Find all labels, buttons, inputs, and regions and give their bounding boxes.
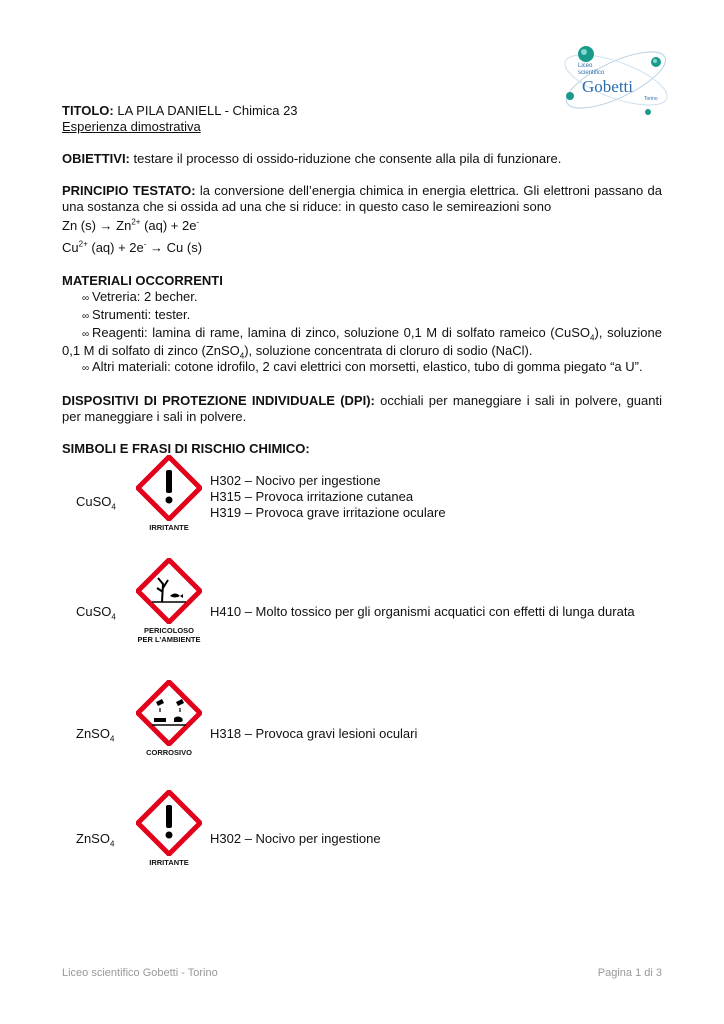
exclamation-mark-icon: [136, 790, 202, 856]
corrosive-icon: [136, 680, 202, 746]
title-label: TITOLO:: [62, 103, 114, 118]
hazard-statements: H302 – Nocivo per ingestione H315 – Provoca irritazione cutanea H319 – Provoca grave irritazione oculare: [210, 473, 446, 520]
title-line: [62, 103, 662, 119]
footer-school: Liceo scientifico Gobetti - Torino: [62, 967, 218, 979]
environment-icon: [136, 558, 202, 624]
exclamation-mark-icon: [136, 455, 202, 521]
dpi-label: DISPOSITIVI DI PROTEZIONE INDIVIDUALE (DPI):: [62, 393, 375, 408]
pictogram-caption: CORROSIVO: [146, 748, 192, 757]
hazard-pictogram: [126, 680, 212, 780]
materials-list: [62, 289, 662, 377]
hazard-statements: H410 – Molto tossico per gli organismi acquatici con effetti di lunga durata: [210, 604, 635, 619]
principle-text: la conversione dell’energia chimica in energia elettrica. Gli elettroni passano da una sostanza che si ossida ad una che si riduce: in questo caso le semireazioni sono: [62, 183, 662, 214]
logo-line1: Liceo: [578, 63, 593, 69]
pictogram-caption: IRRITANTE: [149, 523, 189, 532]
hazard-formula: CuSO$_4$: [76, 604, 116, 622]
hazard-formula: ZnSO$_4$: [76, 831, 115, 849]
hazard-row: [0, 680, 724, 790]
list-item: ∞ Vetreria: 2 becher.: [62, 289, 662, 307]
materials-heading: MATERIALI OCCORRENTI: [62, 273, 223, 288]
subtitle: Esperienza dimostrativa: [62, 119, 201, 134]
pictogram-caption: PERICOLOSO PER L’AMBIENTE: [137, 626, 201, 644]
logo-line2: scientifico: [578, 70, 605, 76]
pictogram-caption: IRRITANTE: [149, 858, 189, 867]
title-text: LA PILA DANIELL - Chimica 23: [113, 103, 298, 118]
half-reaction-2: $Cu^{2+}$ (aq) + 2e- → Cu (s): [62, 239, 203, 255]
page-number: Pagina 1 di 3: [597, 967, 662, 979]
hazard-formula: CuSO$_4$: [76, 494, 116, 512]
objectives: [62, 151, 662, 167]
infinity-bullet-icon: ∞: [82, 293, 90, 304]
infinity-bullet-icon: ∞: [82, 311, 90, 322]
document-body: [62, 103, 662, 457]
hazard-statements: H302 – Nocivo per ingestione: [210, 831, 381, 846]
hazard-pictogram: [126, 558, 212, 658]
objectives-text: testare il processo di ossido-riduzione che consente alla pila di funzionare.: [129, 151, 562, 166]
dpi: [62, 393, 662, 425]
infinity-bullet-icon: ∞: [82, 363, 90, 374]
objectives-label: OBIETTIVI:: [62, 151, 130, 166]
hazard-row: [0, 455, 724, 565]
hazard-statements: H318 – Provoca gravi lesioni oculari: [210, 726, 418, 741]
half-reaction-1: Zn $(s) \to Zn^{2+}$ (aq) + 2e-: [62, 217, 200, 233]
principle: [62, 183, 662, 215]
logo-brand: Gobetti: [582, 77, 633, 96]
hazard-pictogram: [126, 790, 212, 890]
list-item: ∞ Strumenti: tester.: [62, 307, 662, 325]
logo-city: Torino: [644, 96, 658, 102]
dpi-text: occhiali per maneggiare i sali in polvere, guanti per maneggiare i sali in polvere.: [62, 393, 662, 424]
symbols-heading: SIMBOLI E FRASI DI RISCHIO CHIMICO:: [62, 441, 310, 456]
hazard-row: [0, 790, 724, 900]
list-item: ∞ Reagenti: lamina di rame, lamina di zinco, soluzione 0,1 M di solfato rameico (CuSO$_4$), soluzione 0,1 M di solfato di zinco (ZnSO$_4$), soluzione concentrata di cloruro di sodio (NaCl).: [62, 325, 662, 361]
infinity-bullet-icon: ∞: [82, 329, 90, 340]
hazard-pictogram: [126, 455, 212, 555]
hazard-formula: ZnSO$_4$: [76, 726, 115, 744]
principle-label: PRINCIPIO TESTATO:: [62, 183, 196, 198]
hazard-row: [0, 558, 724, 668]
list-item: ∞ Altri materiali: cotone idrofilo, 2 cavi elettrici con morsetti, elastico, tubo di gomma piegato “a U”.: [62, 359, 662, 377]
page-footer: [62, 967, 662, 979]
